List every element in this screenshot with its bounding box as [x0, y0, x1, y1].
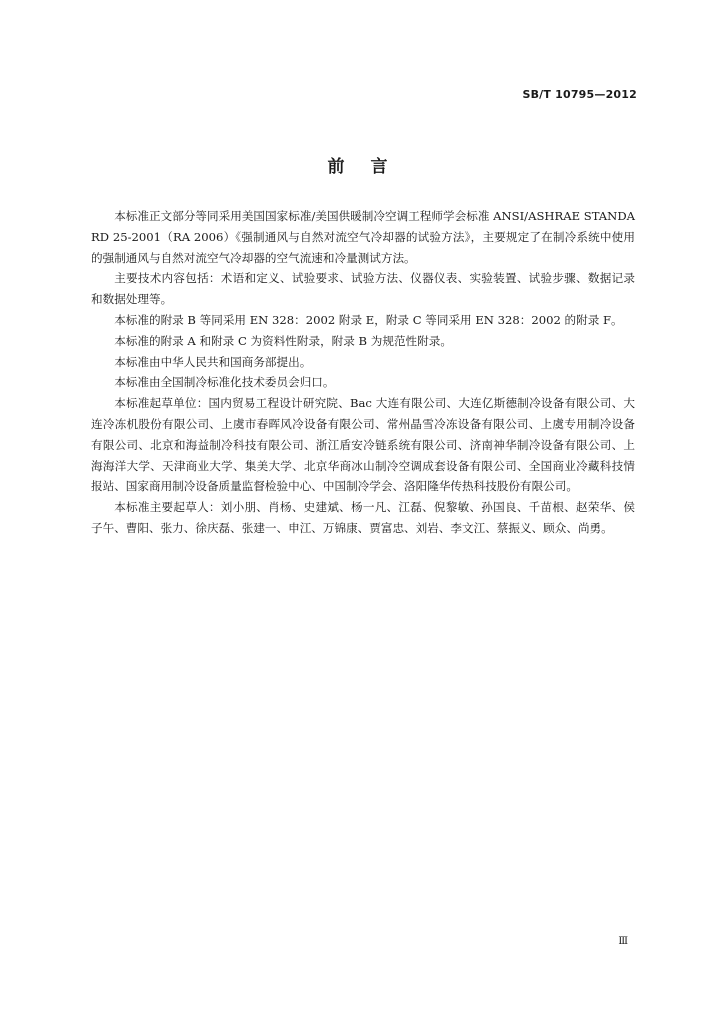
- paragraph-proposer: 本标准由中华人民共和国商务部提出。: [114, 354, 312, 369]
- paragraph-committee: 本标准由全国制冷标准化技术委员会归口。: [114, 375, 335, 390]
- paragraph-main-content: 主要技术内容包括：术语和定义、试验要求、试验方法、仪器仪表、实验装置、试验步骤、数据记录和数据处理等。: [91, 271, 635, 307]
- page-title: 前言: [327, 157, 414, 177]
- paragraph-drafters: 本标准主要起草人：刘小朋、肖杨、史建斌、杨一凡、江磊、倪黎敏、孙国良、千苗根、赵荣华、侯子午、曹阳、张力、徐庆磊、张建一、申江、万锦康、贾富忠、刘岩、李文江、蔡振义、顾众、尚勇。: [91, 500, 635, 535]
- paragraph-drafting-units: 本标准起草单位：国内贸易工程设计研究院、Bac 大连有限公司、大连亿斯德制冷设备有限公司、大连冷冻机股份有限公司、上虞市春晖风冷设备有限公司、常州晶雪冷冻设备有限公司、上虞专用制冷设备有限公司、北京和海益制冷科技有限公司、浙江盾安冷链系统有限公司、济南神华制冷设备有限公司、上海海洋大学、天津商业大学、集美大学、北京华商冰山制冷空调成套设备有限公司、全国商业冷藏科技情报站、国家商用制冷设备质量监督检验中心、中国制冷学会、洛阳隆华传热科技股份有限公司。: [91, 396, 635, 494]
- paragraph-annex-types: 本标准的附录 A 和附录 C 为资料性附录，附录 B 为规范性附录。: [114, 333, 452, 348]
- paragraph-adoption: 本标准正文部分等同采用美国国家标准/美国供暖制冷空调工程师学会标准 ANSI/ASHRAE STANDARD 25-2001（RA 2006）《强制通风与自然对流空气冷却器的试验方法》，主要规定了在制冷系统中使用的强制通风与自然对流空气冷却器的空气流速和冷量测试方法。: [91, 209, 635, 265]
- foreword-body: [91, 206, 635, 539]
- page-number: Ⅲ: [618, 936, 628, 947]
- standard-number: SB/T 10795—2012: [522, 88, 637, 101]
- paragraph-annex-b-c: 本标准的附录 B 等同采用 EN 328：2002 附录 E，附录 C 等同采用 EN 328：2002 的附录 F。: [114, 312, 623, 327]
